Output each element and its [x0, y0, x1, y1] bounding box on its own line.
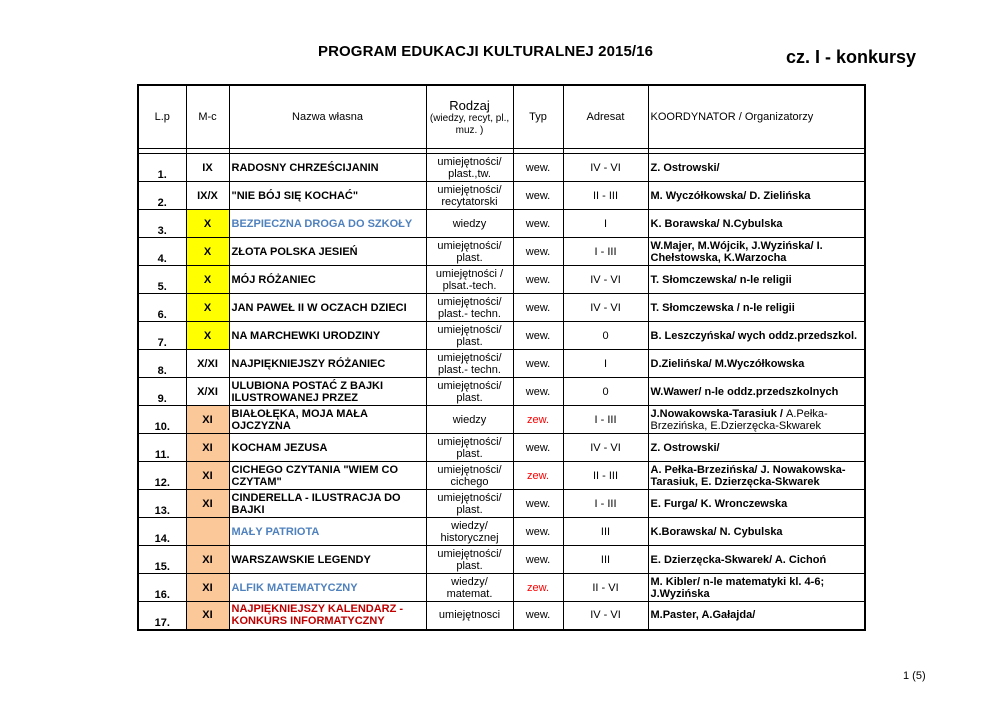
row-name: RADOSNY CHRZEŚCIJANIN: [229, 154, 426, 182]
row-month: X: [186, 294, 229, 322]
row-koordynator: E. Furga/ K. Wronczewska: [648, 490, 865, 518]
row-lp: 11.: [138, 434, 186, 462]
row-rodzaj: umiejętności / plsat.-tech.: [426, 266, 513, 294]
row-name: "NIE BÓJ SIĘ KOCHAĆ": [229, 182, 426, 210]
row-name: MAŁY PATRIOTA: [229, 518, 426, 546]
table-row: [138, 602, 865, 630]
row-adresat: IV - VI: [563, 294, 648, 322]
row-rodzaj: umiejętności/ plast.- techn.: [426, 350, 513, 378]
row-rodzaj: umiejętności/ plast.: [426, 378, 513, 406]
row-koordynator: M. Wyczółkowska/ D. Zielińska: [648, 182, 865, 210]
row-lp: 10.: [138, 406, 186, 434]
row-month: X: [186, 266, 229, 294]
table-row: [138, 518, 865, 546]
row-lp: 7.: [138, 322, 186, 350]
row-month: XI: [186, 602, 229, 630]
row-name: CICHEGO CZYTANIA "WIEM CO CZYTAM": [229, 462, 426, 490]
row-typ: wew.: [513, 182, 563, 210]
table-row: [138, 210, 865, 238]
row-koordynator: Z. Ostrowski/: [648, 154, 865, 182]
row-typ: wew.: [513, 266, 563, 294]
row-koordynator: Z. Ostrowski/: [648, 434, 865, 462]
header-rodzaj-main: Rodzaj: [449, 97, 490, 113]
row-month: XI: [186, 434, 229, 462]
header-lp: L.p: [138, 85, 186, 149]
page-number: 1 (5): [903, 670, 926, 682]
table-row: [138, 462, 865, 490]
row-lp: 14.: [138, 518, 186, 546]
row-koordynator: E. Dzierzęcka-Skwarek/ A. Cichoń: [648, 546, 865, 574]
row-name: NAJPIĘKNIEJSZY RÓŻANIEC: [229, 350, 426, 378]
row-koordynator-main: J.Nowakowska-Tarasiuk /: [650, 407, 783, 420]
page-subtitle: cz. I - konkursy: [786, 47, 917, 67]
row-typ: wew.: [513, 210, 563, 238]
row-name: ZŁOTA POLSKA JESIEŃ: [229, 238, 426, 266]
table-row: [138, 378, 865, 406]
row-name: CINDERELLA - ILUSTRACJA DO BAJKI: [229, 490, 426, 518]
row-koordynator: T. Słomczewska/ n-le religii: [648, 266, 865, 294]
row-adresat: I - III: [563, 238, 648, 266]
table-row: [138, 546, 865, 574]
row-month: IX: [186, 154, 229, 182]
row-month: X/XI: [186, 378, 229, 406]
row-rodzaj: umiejętności/ plast.,tw.: [426, 154, 513, 182]
row-adresat: I: [563, 210, 648, 238]
row-month: XI: [186, 546, 229, 574]
row-rodzaj: umiejętności/ plast.- techn.: [426, 294, 513, 322]
row-koordynator: M.Paster, A.Gałajda/: [648, 602, 865, 630]
row-typ: wew.: [513, 490, 563, 518]
row-adresat: III: [563, 518, 648, 546]
row-rodzaj: wiedzy/ matemat.: [426, 574, 513, 602]
row-typ: zew.: [513, 462, 563, 490]
row-name: ALFIK MATEMATYCZNY: [229, 574, 426, 602]
table-row: [138, 574, 865, 602]
row-koordynator: K. Borawska/ N.Cybulska: [648, 210, 865, 238]
row-name: ULUBIONA POSTAĆ Z BAJKI ILUSTROWANEJ PRZEZ: [229, 378, 426, 406]
row-lp: 13.: [138, 490, 186, 518]
row-month: X: [186, 238, 229, 266]
row-koordynator: [648, 406, 865, 434]
row-adresat: I: [563, 350, 648, 378]
row-name: BEZPIECZNA DROGA DO SZKOŁY: [229, 210, 426, 238]
row-lp: 3.: [138, 210, 186, 238]
table-row: [138, 154, 865, 182]
row-name: MÓJ RÓŻANIEC: [229, 266, 426, 294]
header-typ: Typ: [513, 85, 563, 149]
table-row: [138, 238, 865, 266]
row-month: [186, 518, 229, 546]
row-typ: zew.: [513, 574, 563, 602]
row-month: X: [186, 210, 229, 238]
row-typ: wew.: [513, 602, 563, 630]
row-lp: 17.: [138, 602, 186, 630]
header-name: Nazwa własna: [229, 85, 426, 149]
row-month: XI: [186, 406, 229, 434]
row-adresat: IV - VI: [563, 154, 648, 182]
row-lp: 2.: [138, 182, 186, 210]
row-rodzaj: wiedzy/ historycznej: [426, 518, 513, 546]
row-rodzaj: umiejętności/ recytatorski: [426, 182, 513, 210]
row-lp: 8.: [138, 350, 186, 378]
row-typ: wew.: [513, 518, 563, 546]
row-adresat: 0: [563, 378, 648, 406]
row-name: WARSZAWSKIE LEGENDY: [229, 546, 426, 574]
row-lp: 16.: [138, 574, 186, 602]
header-mc: M-c: [186, 85, 229, 149]
row-lp: 15.: [138, 546, 186, 574]
header-koordynator: KOORDYNATOR / Organizatorzy: [648, 85, 865, 149]
row-koordynator: D.Zielińska/ M.Wyczółkowska: [648, 350, 865, 378]
row-adresat: III: [563, 546, 648, 574]
row-rodzaj: umiejętności/ cichego: [426, 462, 513, 490]
row-typ: zew.: [513, 406, 563, 434]
row-adresat: I - III: [563, 406, 648, 434]
row-typ: wew.: [513, 322, 563, 350]
table-row: [138, 294, 865, 322]
row-rodzaj: umiejętności/ plast.: [426, 546, 513, 574]
row-typ: wew.: [513, 294, 563, 322]
row-koordynator: W.Wawer/ n-le oddz.przedszkolnych: [648, 378, 865, 406]
row-adresat: II - VI: [563, 574, 648, 602]
row-month: X/XI: [186, 350, 229, 378]
table-row: [138, 182, 865, 210]
program-table: [137, 84, 866, 631]
header-rodzaj: [426, 85, 513, 149]
row-lp: 1.: [138, 154, 186, 182]
row-name: BIAŁOŁĘKA, MOJA MAŁA OJCZYZNA: [229, 406, 426, 434]
row-adresat: II - III: [563, 462, 648, 490]
row-lp: 6.: [138, 294, 186, 322]
table-row: [138, 322, 865, 350]
page-title: PROGRAM EDUKACJI KULTURALNEJ 2015/16: [318, 43, 654, 60]
row-adresat: 0: [563, 322, 648, 350]
row-rodzaj: wiedzy: [426, 210, 513, 238]
row-rodzaj: umiejętności/ plast.: [426, 490, 513, 518]
row-adresat: IV - VI: [563, 602, 648, 630]
header-rodzaj-sub: (wiedzy, recyt, pl., muz. ): [429, 112, 510, 136]
row-koordynator-extra: A.Pełka-Brzezińska, E.Dzierzęcka-Skwarek: [650, 407, 828, 432]
row-typ: wew.: [513, 238, 563, 266]
row-rodzaj: umiejętności/ plast.: [426, 238, 513, 266]
row-lp: 4.: [138, 238, 186, 266]
table-row: [138, 406, 865, 434]
row-typ: wew.: [513, 546, 563, 574]
row-lp: 9.: [138, 378, 186, 406]
row-month: XI: [186, 462, 229, 490]
table-row: [138, 490, 865, 518]
row-month: X: [186, 322, 229, 350]
row-name: JAN PAWEŁ II W OCZACH DZIECI: [229, 294, 426, 322]
row-month: XI: [186, 574, 229, 602]
row-adresat: IV - VI: [563, 434, 648, 462]
row-typ: wew.: [513, 154, 563, 182]
row-adresat: I - III: [563, 490, 648, 518]
row-rodzaj: umiejętności/ plast.: [426, 434, 513, 462]
row-lp: 5.: [138, 266, 186, 294]
row-koordynator: T. Słomczewska / n-le religii: [648, 294, 865, 322]
row-rodzaj: umiejętnosci: [426, 602, 513, 630]
row-name: KOCHAM JEZUSA: [229, 434, 426, 462]
row-koordynator: M. Kibler/ n-le matematyki kl. 4-6; J.Wyzińska: [648, 574, 865, 602]
row-typ: wew.: [513, 378, 563, 406]
row-koordynator: K.Borawska/ N. Cybulska: [648, 518, 865, 546]
table-row: [138, 434, 865, 462]
header-adresat: Adresat: [563, 85, 648, 149]
row-typ: wew.: [513, 350, 563, 378]
row-adresat: IV - VI: [563, 266, 648, 294]
row-name: NAJPIĘKNIEJSZY KALENDARZ - KONKURS INFORMATYCZNY: [229, 602, 426, 630]
row-lp: 12.: [138, 462, 186, 490]
row-month: IX/X: [186, 182, 229, 210]
row-month: XI: [186, 490, 229, 518]
row-name: NA MARCHEWKI URODZINY: [229, 322, 426, 350]
row-rodzaj: wiedzy: [426, 406, 513, 434]
row-koordynator: W.Majer, M.Wójcik, J.Wyzińska/ I. Chełstowska, K.Warzocha: [648, 238, 865, 266]
table-row: [138, 266, 865, 294]
table-row: [138, 350, 865, 378]
row-typ: wew.: [513, 434, 563, 462]
row-adresat: II - III: [563, 182, 648, 210]
row-koordynator: B. Leszczyńska/ wych oddz.przedszkol.: [648, 322, 865, 350]
row-koordynator: A. Pełka-Brzezińska/ J. Nowakowska-Tarasiuk, E. Dzierzęcka-Skwarek: [648, 462, 865, 490]
row-rodzaj: umiejętności/ plast.: [426, 322, 513, 350]
